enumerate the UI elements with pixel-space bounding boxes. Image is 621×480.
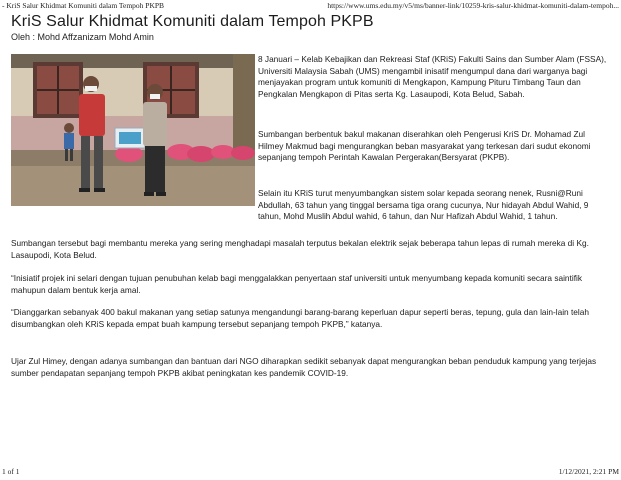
print-header-url: https://www.ums.edu.my/v5/ms/banner-link/10259-kris-salur-khidmat-komuniti-dalam-tempoh...	[327, 1, 619, 10]
article-photo	[11, 54, 255, 206]
photo-illustration	[11, 54, 255, 206]
paragraph-6: “Dianggarkan sebanyak 400 bakul makanan yang setiap satunya mengandungi barang-barang keperluan dapur seperti beras, tepung, gula dan lain-lain telah disumbangkan oleh KRiS kepada empat buah kampung tersebut sepanjang tempoh PKPB,” katanya.	[11, 307, 589, 329]
print-footer-page-count: 1 of 1	[2, 467, 20, 476]
article-author: Oleh : Mohd Affzanizam Mohd Amin	[11, 32, 154, 42]
article-title: KriS Salur Khidmat Komuniti dalam Tempoh PKPB	[11, 13, 374, 30]
paragraph-2: Sumbangan berbentuk bakul makanan diserahkan oleh Pengerusi KriS Dr. Mohamad Zul Hilmey Makmud bagi mengurangkan beban masyarakat yang terkesan dari sudut ekonomi sepanjang tempoh Perintah Kawalan Pergerakan(Bersyarat (PKPB).	[258, 129, 591, 163]
paragraph-4: Sumbangan tersebut bagi membantu mereka yang sering menghadapi masalah terputus bekalan elektrik sejak beberapa tahun lepas di rumah mereka di Kg. Lasaupodi, Kota Belud.	[11, 238, 589, 260]
print-footer-timestamp: 1/12/2021, 2:21 PM	[558, 467, 619, 476]
paragraph-7: Ujar Zul Himey, dengan adanya sumbangan dan bantuan dari NGO diharapkan sedikit sebanyak dapat mengurangkan beban penduduk kampung yang terjejas sumber pendapatan sepanjang tempoh PKPB akibat peningkatan kes pandemik COVID-19.	[11, 356, 597, 378]
paragraph-5: “Inisiatif projek ini selari dengan tujuan penubuhan kelab bagi menggalakkan penyertaan staf universiti untuk menyumbang kepada komuniti secara saintifik mahupun dalam bentuk kerja amal.	[11, 273, 582, 295]
paragraph-3: Selain itu KRiS turut menyumbangkan sistem solar kepada seorang nenek, Rusni@Runi Abdullah, 63 tahun yang tinggal bersama tiga orang cucunya, Nur hidayah Abdul Wahid, 9 tahun, Mohd Muslih Abdul wahid, 6 tahun, dan Nur Hafizah Abdul Wahid, 1 tahun.	[258, 188, 589, 222]
print-header-page-title: - KriS Salur Khidmat Komuniti dalam Tempoh PKPB	[2, 1, 165, 10]
print-footer	[2, 467, 619, 477]
print-header	[2, 1, 619, 11]
paragraph-1: 8 Januari – Kelab Kebajikan dan Rekreasi Staf (KRiS) Fakulti Sains dan Sumber Alam (FSSA), Universiti Malaysia Sabah (UMS) mengambil inisatif mengumpul dana dari warganya bagi menjayakan program untuk komuniti di Mengkapon, Kampung Pituru Timbang Taun dan Pengkalan Mengkapon di Pitas serta Kg. Lasaupodi, Kota Belud, Sabah.	[258, 54, 607, 99]
